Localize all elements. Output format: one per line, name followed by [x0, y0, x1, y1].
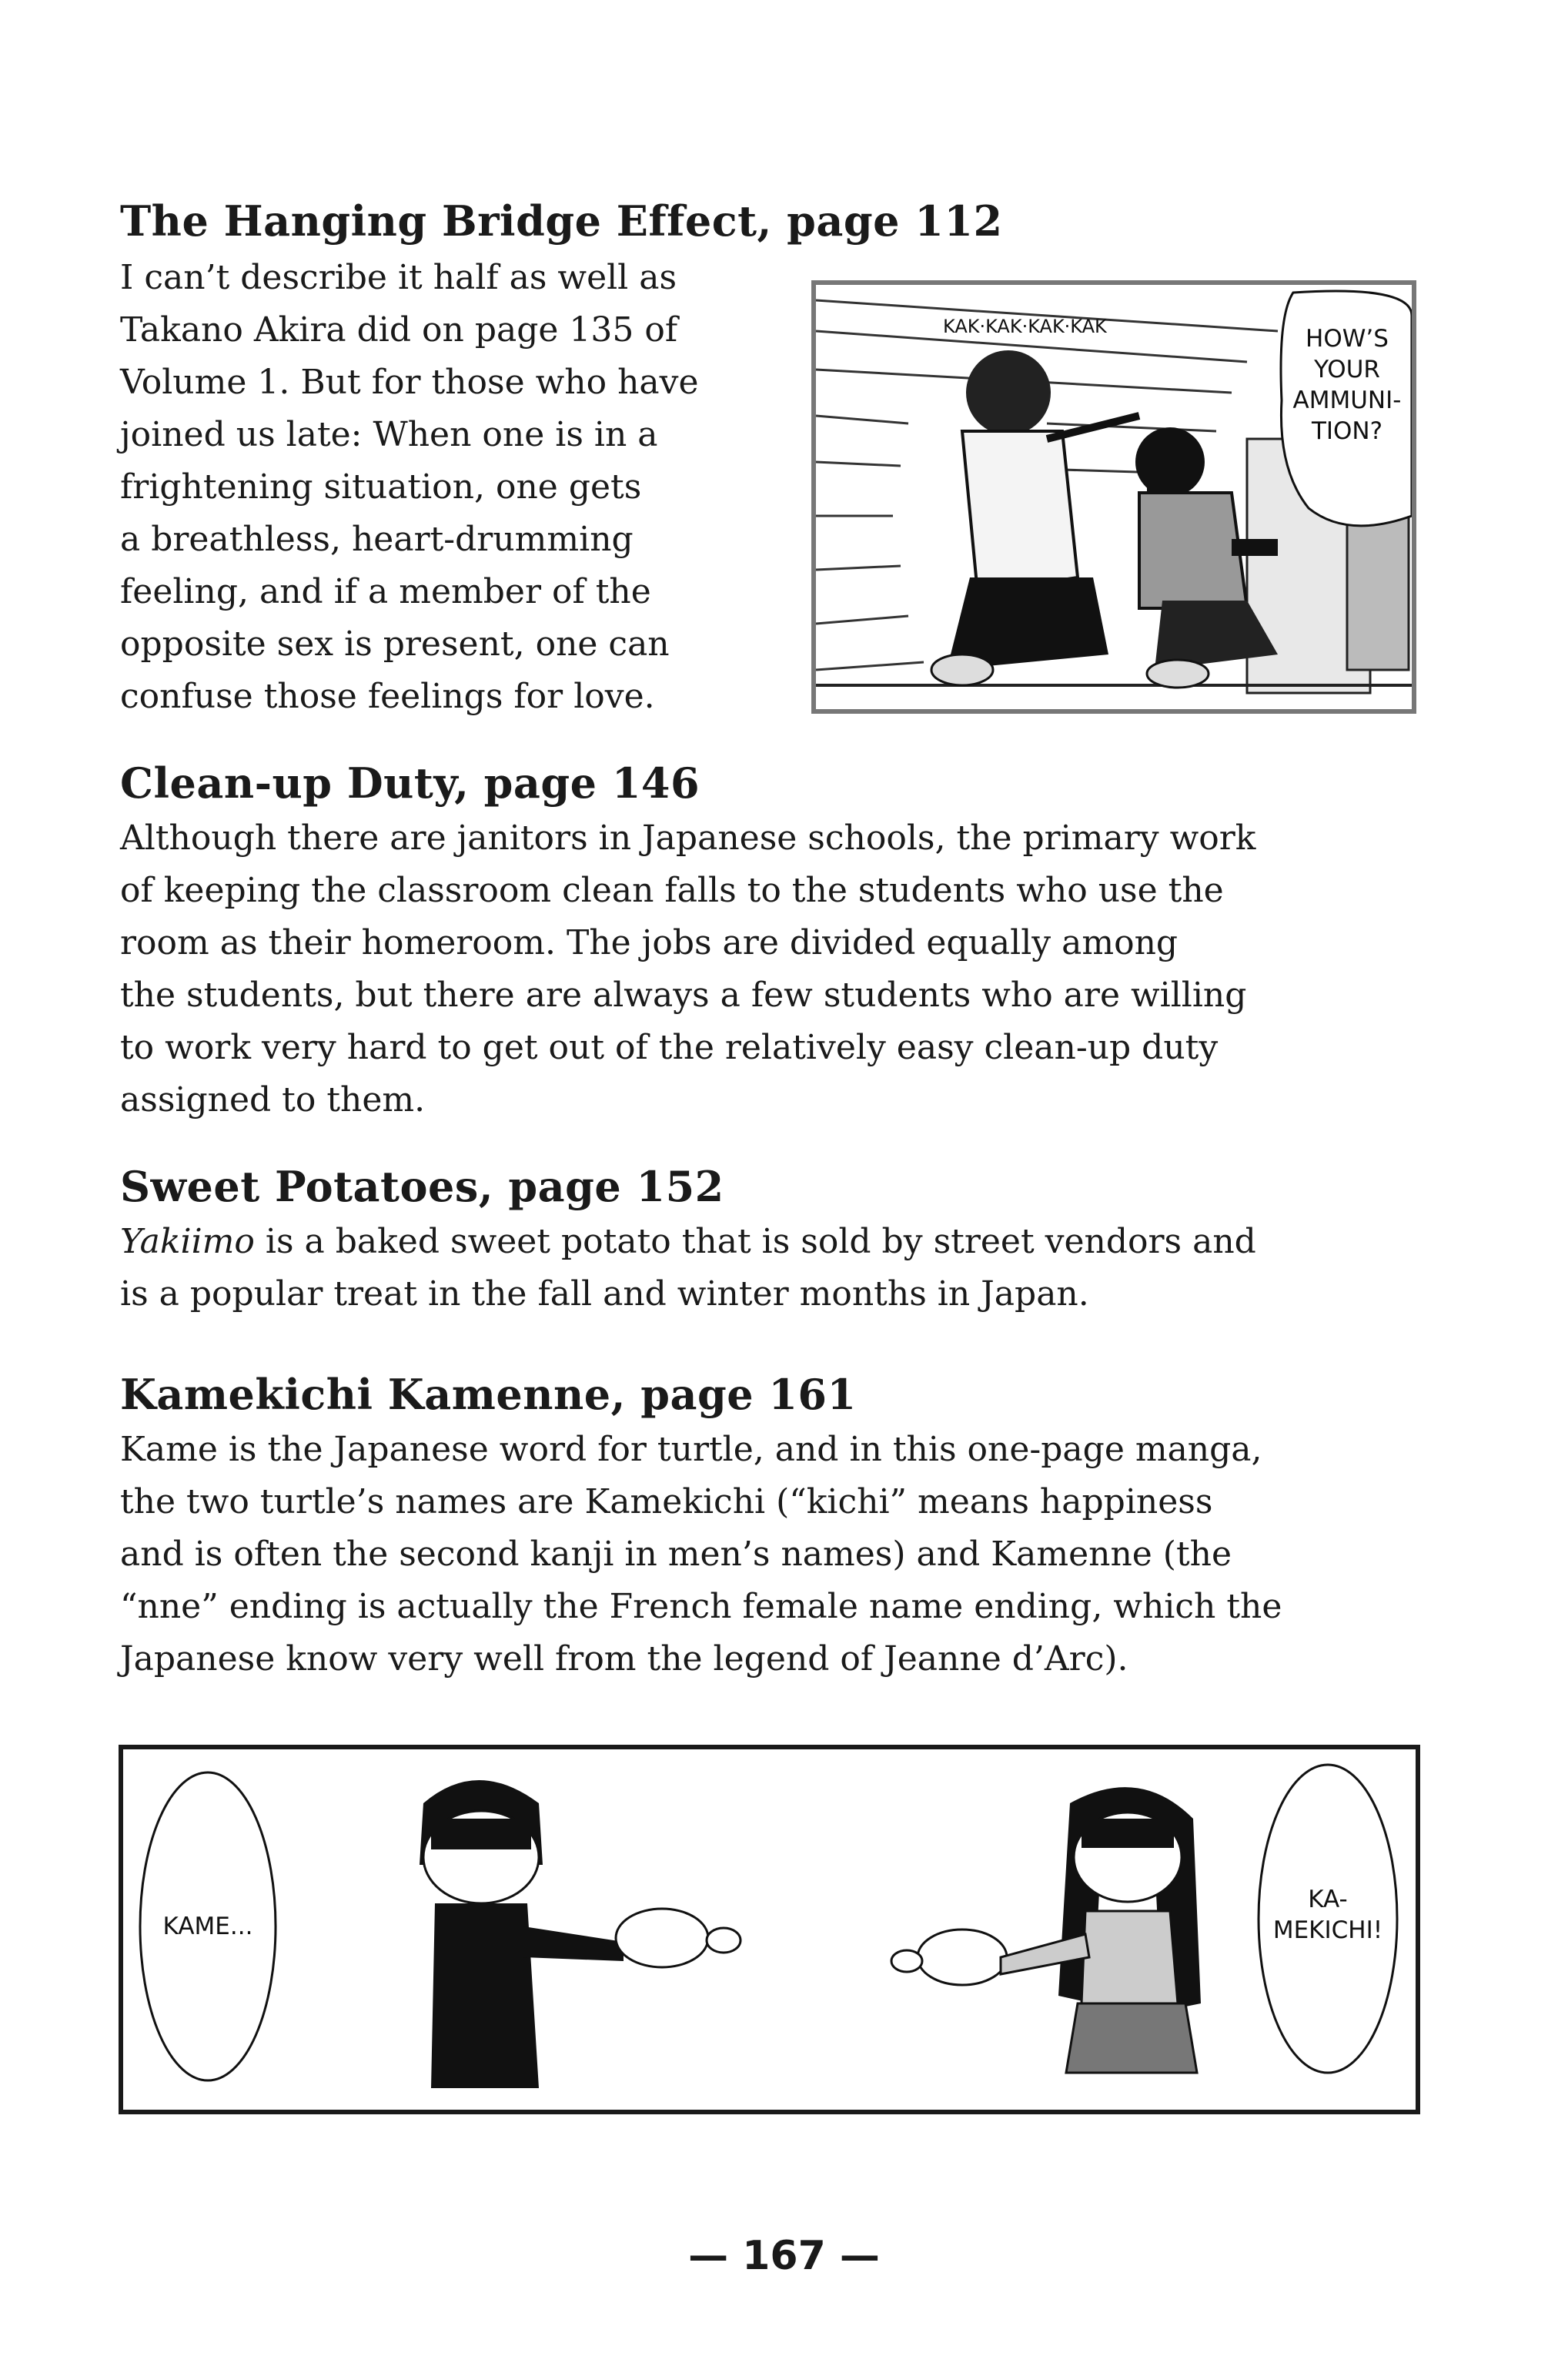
bubble-line: MEKICHI!: [1272, 1916, 1383, 1944]
body-line: I can’t describe it half as well as: [120, 258, 677, 297]
manga-panel-turtles: [119, 1745, 1420, 2114]
body-line: Although there are janitors in Japanese schools, the primary work: [120, 818, 1256, 858]
body-line: Japanese know very well from the legend of Jeanne d’Arc).: [120, 1639, 1128, 1679]
bubble-line: YOUR: [1314, 356, 1380, 383]
body-line: “nne” ending is actually the French female name ending, which the: [120, 1587, 1282, 1626]
term-yakiimo: Yakiimo: [120, 1222, 255, 1261]
body-line: assigned to them.: [120, 1080, 426, 1120]
body-line: feeling, and if a member of the: [120, 572, 651, 611]
bubble-line: TION?: [1311, 417, 1383, 445]
body-line: of keeping the classroom clean falls to the students who use the: [120, 871, 1224, 910]
body-line: Kame is the Japanese word for turtle, and in this one-page manga,: [120, 1430, 1262, 1469]
body-line: room as their homeroom. The jobs are divided equally among: [120, 923, 1179, 962]
manga-illustration-shootout: [816, 285, 1412, 709]
body-line: joined us late: When one is in a: [120, 415, 658, 454]
section-heading-kamekichi-kamenne: Kamekichi Kamenne, page 161: [120, 1370, 857, 1419]
bubble-line: HOW’S: [1306, 325, 1389, 353]
body-line: [120, 1223, 1256, 1261]
manga-illustration-turtles: [123, 1749, 1416, 2110]
body-line: and is often the second kanji in men’s names) and Kamenne (the: [120, 1535, 1232, 1574]
bubble-line: AMMUNI-: [1292, 387, 1402, 414]
body-line: to work very hard to get out of the relatively easy clean-up duty: [120, 1028, 1219, 1067]
body-line-text: is a baked sweet potato that is sold by street vendors and: [254, 1222, 1256, 1261]
bubble-line: KA-: [1308, 1886, 1348, 1913]
speech-bubble-kame: KAME...: [162, 1913, 253, 1940]
manga-panel-shootout: [811, 280, 1416, 714]
section-heading-cleanup-duty: Clean-up Duty, page 146: [120, 758, 700, 808]
body-line: is a popular treat in the fall and winter months in Japan.: [120, 1274, 1089, 1314]
body-line: confuse those feelings for love.: [120, 677, 655, 716]
body-line: a breathless, heart-drumming: [120, 520, 634, 559]
section-heading-sweet-potatoes: Sweet Potatoes, page 152: [120, 1162, 724, 1211]
body-line: Takano Akira did on page 135 of: [120, 310, 678, 350]
section-heading-hanging-bridge: The Hanging Bridge Effect, page 112: [120, 196, 1003, 246]
sfx-text: KAK·KAK·KAK·KAK: [943, 316, 1107, 337]
body-line: the students, but there are always a few students who are willing: [120, 976, 1247, 1015]
body-line: frightening situation, one gets: [120, 467, 642, 507]
body-line: Volume 1. But for those who have: [120, 363, 699, 402]
body-line: opposite sex is present, one can: [120, 624, 670, 664]
page-number: — 167 —: [688, 2233, 880, 2279]
body-line: the two turtle’s names are Kamekichi (“kichi” means happiness: [120, 1482, 1213, 1521]
